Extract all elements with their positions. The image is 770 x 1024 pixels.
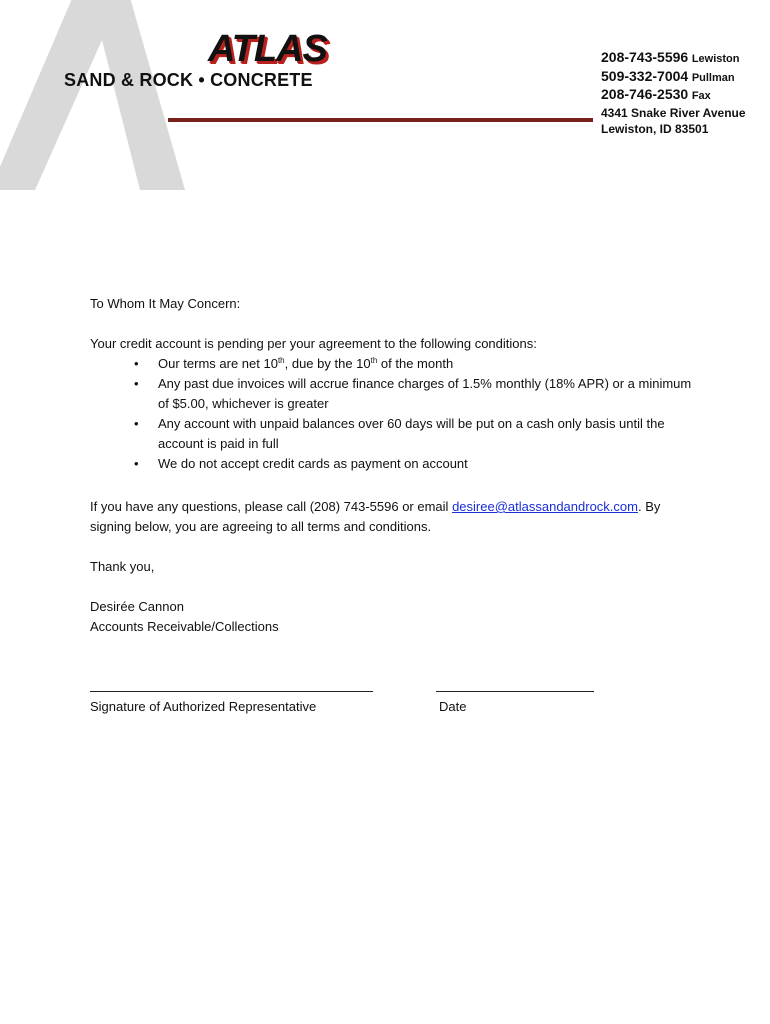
term-3-text: Any account with unpaid balances over 60 days will be put on a cash only basis until the account is paid in full <box>158 416 665 451</box>
term-4-text: We do not accept credit cards as payment on account <box>158 456 468 471</box>
salutation: To Whom It May Concern: <box>90 296 241 311</box>
address-line-1: 4341 Snake River Avenue <box>601 105 746 120</box>
phone-pullman: 509-332-7004 <box>601 67 689 84</box>
questions-text: If you have any questions, please call (208) 743-5596 or email <box>90 499 453 514</box>
list-item <box>134 414 694 454</box>
term-1-sup: th <box>277 356 285 365</box>
phone-fax: 208-746-2530 <box>601 86 689 102</box>
logo-watermark-a <box>0 0 190 190</box>
bullet-icon: • <box>134 356 139 371</box>
questions-paragraph <box>90 497 670 537</box>
signer-title: Accounts Receivable/Collections <box>90 619 279 634</box>
contact-line-fax <box>601 86 746 105</box>
address-line-2: Lewiston, ID 83501 <box>601 122 709 136</box>
date-label: Date <box>439 699 467 714</box>
signature-label: Signature of Authorized Representative <box>90 699 317 714</box>
bullet-icon: • <box>134 456 139 471</box>
company-logo-subtitle: SAND & ROCK • CONCRETE <box>64 70 313 90</box>
signature-line <box>90 691 373 692</box>
bullet-icon: • <box>134 376 139 391</box>
signer-name: Desirée Cannon <box>90 599 184 614</box>
term-1-text: Our terms are net 10 <box>158 356 278 371</box>
phone-label-pullman: Pullman <box>691 71 735 84</box>
bullet-icon: • <box>134 416 139 431</box>
phone-label-fax: Fax <box>691 90 711 102</box>
company-logo-text: ATLAS <box>208 28 327 70</box>
terms-list <box>134 354 694 474</box>
intro-paragraph: Your credit account is pending per your agreement to the following conditions: <box>90 336 537 351</box>
list-item <box>134 454 694 474</box>
contact-line-lewiston <box>601 49 746 68</box>
term-1-text-b: , due by the 10 <box>284 356 371 371</box>
phone-lewiston: 208-743-5596 <box>601 49 689 65</box>
term-1-sup-b: th <box>370 356 378 365</box>
term-2-text: Any past due invoices will accrue finance charges of 1.5% monthly (18% APR) or a minimum of $5.00, whichever is greater <box>158 376 692 411</box>
contact-line-pullman <box>601 68 746 87</box>
list-item <box>134 374 694 414</box>
email-link[interactable]: desiree@atlassandandrock.com <box>452 499 638 514</box>
list-item <box>134 354 694 374</box>
closing: Thank you, <box>90 559 155 574</box>
term-1-text-c: of the month <box>377 356 454 371</box>
phone-label-lewiston: Lewiston <box>691 53 740 65</box>
questions-text-after: . By signing below, you are agreeing to all terms and conditions. <box>90 499 661 534</box>
date-line <box>436 691 594 692</box>
contact-block <box>601 49 746 138</box>
letterhead-divider <box>168 118 593 122</box>
